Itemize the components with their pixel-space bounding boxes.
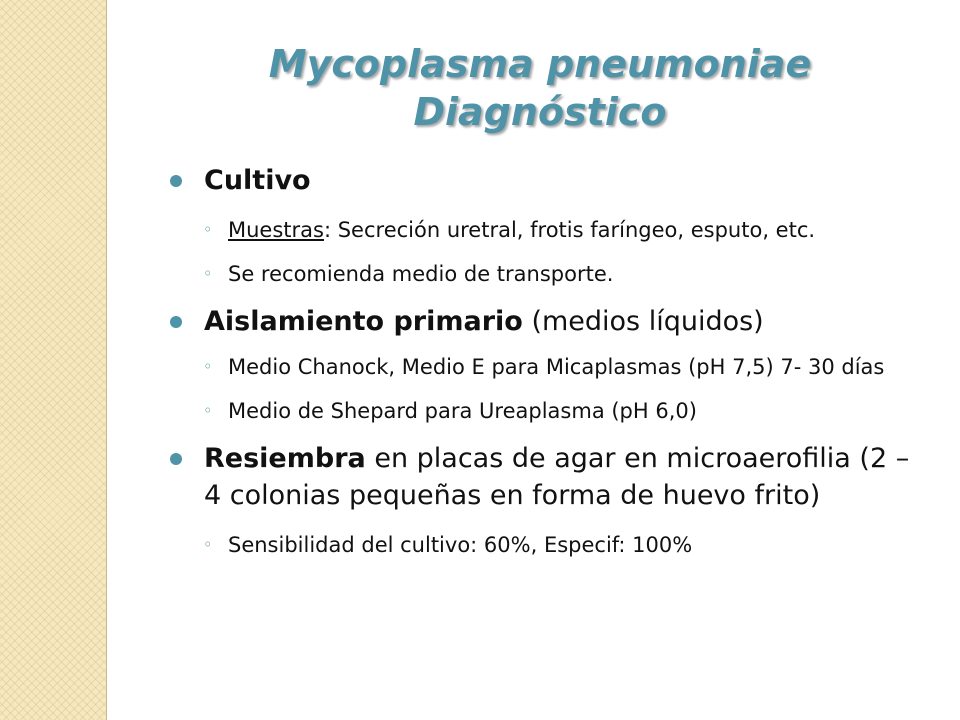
bullet-resiembra bbox=[170, 440, 930, 514]
ring-bullet-icon: ◦ bbox=[203, 535, 213, 554]
ring-bullet-icon: ◦ bbox=[203, 264, 213, 283]
bullet-dot-icon bbox=[170, 453, 182, 465]
decorative-side-strip bbox=[0, 0, 107, 720]
sub-bullet-sensibilidad bbox=[170, 530, 930, 560]
ring-bullet-icon: ◦ bbox=[203, 401, 213, 420]
sub-bullet-chanock bbox=[170, 352, 930, 382]
bullet-cultivo bbox=[170, 162, 930, 199]
transporte-text: Se recomienda medio de transporte. bbox=[228, 262, 614, 286]
muestras-text: : Secreción uretral, frotis faríngeo, esputo, etc. bbox=[323, 218, 816, 242]
bullet-dot-icon bbox=[170, 175, 182, 187]
bullet-aislamiento bbox=[170, 303, 930, 340]
shepard-text: Medio de Shepard para Ureaplasma (pH 6,0) bbox=[228, 399, 697, 423]
resiembra-label: Resiembra bbox=[204, 443, 366, 474]
sub-bullet-muestras bbox=[170, 215, 930, 245]
sensibilidad-text: Sensibilidad del cultivo: 60%, Especif: 100% bbox=[228, 533, 693, 557]
bullet-dot-icon bbox=[170, 316, 182, 328]
aislamiento-text: (medios líquidos) bbox=[522, 306, 764, 337]
resiembra-text: en placas de agar en microaerofilia (2 – 4 colonias pequeñas en forma de huevo frito) bbox=[204, 443, 910, 511]
ring-bullet-icon: ◦ bbox=[203, 357, 213, 376]
title-line-2: Diagnóstico bbox=[413, 90, 667, 134]
sub-bullet-shepard bbox=[170, 396, 930, 426]
aislamiento-label: Aislamiento primario bbox=[204, 306, 523, 337]
ring-bullet-icon: ◦ bbox=[203, 220, 213, 239]
chanock-text: Medio Chanock, Medio E para Micaplasmas (pH 7,5) 7- 30 días bbox=[228, 355, 885, 379]
title-line-1: Mycoplasma pneumoniae bbox=[268, 42, 812, 86]
sub-bullet-transporte bbox=[170, 259, 930, 289]
slide-content bbox=[170, 162, 930, 560]
muestras-label: Muestras bbox=[228, 218, 324, 242]
bullet-cultivo-label: Cultivo bbox=[204, 165, 311, 196]
slide-title bbox=[150, 40, 930, 136]
